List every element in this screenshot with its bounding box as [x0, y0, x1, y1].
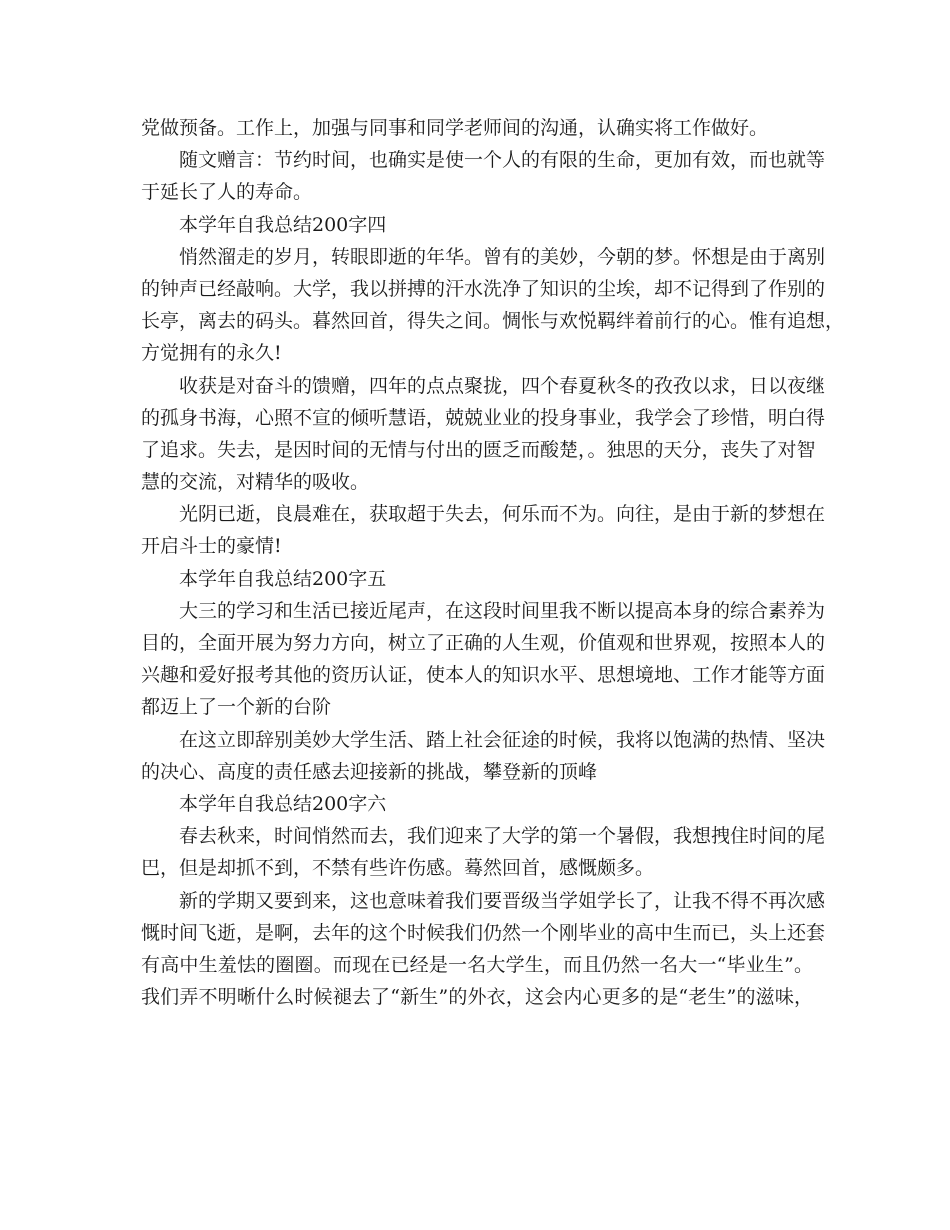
text-line: 党做预备。工作上，加强与同事和同学老师间的沟通，认确实将工作做好。	[141, 117, 769, 139]
text-line: 新的学期又要到来，这也意味着我们要晋级当学姐学长了，让我不得不再次感	[179, 889, 826, 912]
section-heading: 本学年自我总结200字六	[179, 792, 387, 815]
text-line: 的决心、高度的责任感去迎接新的挑战，攀登新的顶峰	[141, 760, 598, 783]
text-line: 慨时间飞逝，是啊，去年的这个时候我们仍然一个刚毕业的高中生而已，头上还套	[141, 921, 826, 944]
text-line: 兴趣和爱好报考其他的资历认证，使本人的知识水平、思想境地、工作才能等方面	[141, 664, 826, 687]
text-line: 悄然溜走的岁月，转眼即逝的年华。曾有的美妙，今朝的梦。怀想是由于离别	[179, 245, 826, 268]
text-line: 在这立即辞别美妙大学生活、踏上社会征途的时候，我将以饱满的热情、坚决	[179, 728, 826, 751]
section-heading: 本学年自我总结200字四	[179, 213, 387, 236]
text-line: 我们弄不明晰什么时候褪去了“新生”的外衣，这会内心更多的是“老生”的滋味，	[141, 986, 813, 1009]
text-line: 巴，但是却抓不到，不禁有些许伤感。蓦然回首，感慨颇多。	[141, 857, 655, 880]
text-line: 长亭，离去的码头。暮然回首，得失之间。惆怅与欢悦羁绊着前行的心。惟有追想，	[141, 310, 845, 333]
text-line: 大三的学习和生活已接近尾声，在这段时间里我不断以提高本身的综合素养为	[179, 599, 826, 622]
text-line: 春去秋来，时间悄然而去，我们迎来了大学的第一个暑假，我想拽住时间的尾	[179, 825, 826, 848]
section-heading: 本学年自我总结200字五	[179, 567, 387, 590]
text-line: 的钟声已经敲响。大学，我以拼搏的汗水洗净了知识的尘埃，却不记得到了作别的	[141, 277, 826, 300]
document-body	[141, 112, 845, 1013]
text-line: 都迈上了一个新的台阶	[141, 696, 332, 719]
text-line: 光阴已逝，良晨难在，获取超于失去，何乐而不为。向往，是由于新的梦想在	[179, 503, 826, 526]
text-line: 于延长了人的寿命。	[141, 181, 313, 204]
text-line: 有高中生羞怯的圈圈。而现在已经是一名大学生，而且仍然一名大一“毕业生”。	[141, 953, 813, 976]
text-line: 收获是对奋斗的馈赠，四年的点点聚拢，四个春夏秋冬的孜孜以求，日以夜继	[179, 374, 826, 397]
text-line: 开启斗士的豪情!	[141, 535, 282, 558]
text-line: 目的，全面开展为努力方向，树立了正确的人生观，价值观和世界观，按照本人的	[141, 632, 826, 654]
text-line: 随文赠言：节约时间，也确实是使一个人的有限的生命，更加有效，而也就等	[179, 149, 826, 172]
text-line: 了追求。失去，是因时间的无情与付出的匮乏而酸楚，。独思的天分，丧失了对智	[141, 438, 816, 461]
text-line: 慧的交流，对精华的吸收。	[141, 471, 370, 494]
text-line: 方觉拥有的永久!	[141, 342, 282, 365]
text-line: 的孤身书海，心照不宣的倾听慧语，兢兢业业的投身事业，我学会了珍惜，明白得	[141, 406, 826, 429]
